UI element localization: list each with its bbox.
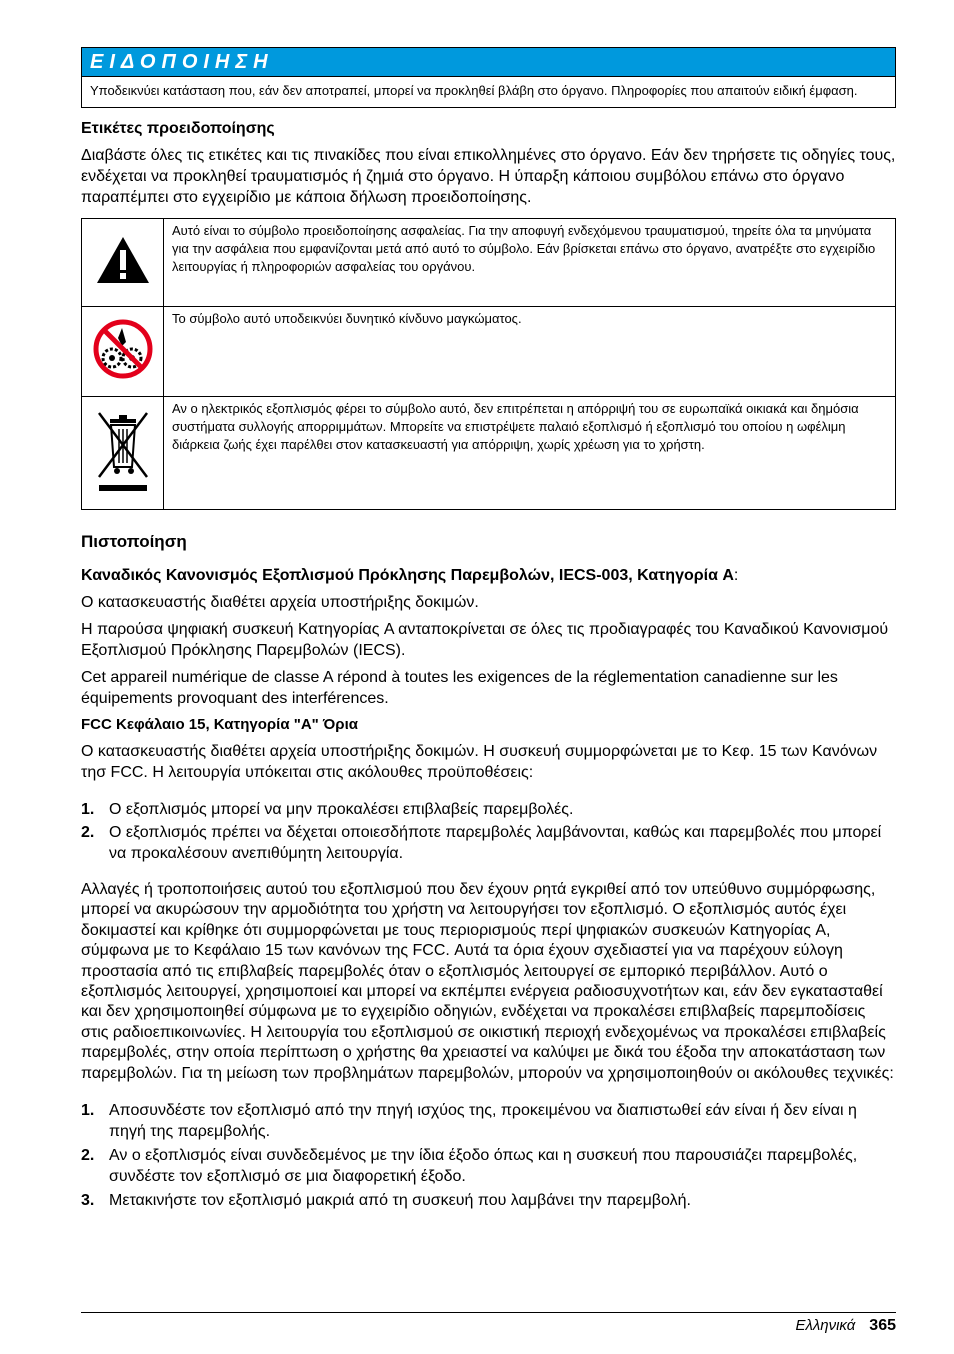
symbol-row (82, 307, 896, 397)
notice-box (81, 47, 896, 108)
notice-title: ΕΙΔΟΠΟΙΗΣΗ (82, 48, 895, 77)
list-item (81, 1145, 896, 1187)
list-item (81, 799, 896, 820)
warning-triangle-icon (95, 235, 151, 285)
pinch-hazard-icon (92, 318, 154, 380)
list-item-number: 1. (81, 1102, 95, 1120)
symbol-description: Το σύμβολο αυτό υποδεικνύει δυνητικό κίνδυνο μαγκώματος. (164, 307, 896, 397)
list-item (81, 1100, 896, 1142)
warning-labels-heading: Ετικέτες προειδοποίησης (81, 120, 275, 137)
canada-paragraph-2: Η παρούσα ψηφιακή συσκευή Κατηγορίας A ανταποκρίνεται σε όλες τις προδιαγραφές του Καναδικού Κανονισμού Εξοπλισμού Πρόκλησης Παρεμβολών (IECS). (81, 621, 889, 659)
page-content (81, 47, 896, 1211)
symbol-icon-cell (82, 219, 164, 307)
list-item-text: Μετακινήστε τον εξοπλισμό μακριά από τη συσκευή που λαμβάνει την παρεμβολή. (109, 1192, 691, 1210)
symbols-table (81, 218, 896, 510)
symbol-row (82, 219, 896, 307)
canada-paragraph-1: Ο κατασκευαστής διαθέτει αρχεία υποστήριξης δοκιμών. (81, 594, 479, 611)
weee-crossed-bin-icon (93, 407, 153, 495)
list-item (81, 1190, 896, 1211)
list-item-number: 1. (81, 801, 95, 818)
canada-regulation-colon: : (733, 567, 739, 584)
canada-regulation-title: Καναδικός Κανονισμός Εξοπλισμού Πρόκλησης Παρεμβολών, IECS-003, Κατηγορία A (81, 567, 734, 584)
fcc-heading: FCC Κεφάλαιο 15, Κατηγορία "A" Όρια (81, 716, 358, 733)
list-item-text: Αποσυνδέστε τον εξοπλισμό από την πηγή ισχύος της, προκειμένου να διαπιστωθεί εάν είναι ή δεν είναι η πηγή της παρεμβολής. (109, 1102, 857, 1141)
symbol-icon-cell (82, 307, 164, 397)
symbol-icon-cell (82, 397, 164, 510)
symbol-description: Αυτό είναι το σύμβολο προειδοποίησης ασφαλείας. Για την αποφυγή ενδεχόμενου τραυματισμού, τηρείτε όλα τα μηνύματα για την ασφάλεια που εμφανίζονται μετά από αυτό το σύμβολο. Εάν βρίσκεται επάνω στο όργανο, ανατρέξτε στο εγχειρίδιο λειτουργίας ή πληροφοριών ασφαλείας του οργάνου. (164, 219, 896, 307)
list-item-text: Ο εξοπλισμός πρέπει να δέχεται οποιεσδήποτε παρεμβολές λαμβάνονται, καθώς και παρεμβολές που μπορεί να προκαλέσουν ανεπιθύμητη λειτουργία. (109, 824, 882, 862)
warning-labels-intro: Διαβάστε όλες τις ετικέτες και τις πινακίδες που είναι επικολλημένες στο όργανο. Εάν δεν τηρήσετε τις οδηγίες τους, ενδέχεται να προκληθεί τραυματισμός ή ζημιά στο όργανο. Η ύπαρξη κάποιου συμβόλου επάνω στο όργανο παραπέμπει στο εγχειρίδιο με κάποια δήλωση προειδοποίησης. (81, 147, 896, 206)
list-item-number: 3. (81, 1192, 95, 1210)
page-footer (81, 1312, 896, 1336)
list-item (81, 822, 896, 864)
interference-fix-list (81, 1100, 896, 1211)
canada-regulation-heading (81, 565, 896, 586)
symbol-row (82, 397, 896, 510)
page-number: 365 (869, 1317, 896, 1334)
notice-text: Υποδεικνύει κατάσταση που, εάν δεν αποτραπεί, μπορεί να προκληθεί βλάβη στο όργανο. Πληροφορίες που απαιτούν ειδική έμφαση. (90, 83, 858, 98)
list-item-text: Ο εξοπλισμός μπορεί να μην προκαλέσει επιβλαβείς παρεμβολές. (109, 801, 574, 818)
list-item-number: 2. (81, 1147, 95, 1165)
fcc-paragraph-2: Αλλαγές ή τροποποιήσεις αυτού του εξοπλισμού που δεν έχουν ρητά εγκριθεί από τον υπεύθυνο συμμόρφωσης, μπορεί να ακυρώσουν την αρμοδιότητα του χρήστη να λειτουργήσει τον εξοπλισμό. Ο εξοπλισμός αυτός έχει δοκιμαστεί και κρίθηκε ότι συμμορφώνεται με τους περιορισμούς περί ψηφιακών συσκευών Κατηγορίας A, σύμφωνα με το Κεφάλαιο 15 των κανόνων της FCC. Αυτά τα όρια έχουν σχεδιαστεί για να παρέχουν εύλογη προστασία από τις επιβλαβείς παρεμβολές όταν ο εξοπλισμός λειτουργεί σε εμπορικό περιβάλλον. Αυτό ο εξοπλισμός λειτουργεί, χρησιμοποιεί και μπορεί να εκπέμπει ενέργεια ραδιοσυχνοτήτων και, εάν δεν εγκατασταθεί και δεν χρησιμοποιηθεί σύμφωνα με το εγχειρίδιο οδηγιών, ενδέχεται να προκαλέσει επιβλαβείς παρεμποδίσεις στις ραδιοεπικοινωνίες. Η λειτουργία του εξοπλισμού σε οικιστική περιοχή ενδεχομένως να προκαλέσει επιβλαβείς παρεμβολές, στην οποία περίπτωση ο χρήστης θα χρειαστεί να καλύψει με δικά του έξοδα την αποκατάσταση των παρεμβολών. Για τη μείωση των προβλημάτων παρεμβολών, μπορούν να χρησιμοποιηθούν οι ακόλουθες τεχνικές: (81, 881, 894, 1082)
footer-language: Ελληνικά (795, 1317, 856, 1334)
fcc-conditions-list (81, 799, 896, 864)
symbol-description: Αν ο ηλεκτρικός εξοπλισμός φέρει το σύμβολο αυτό, δεν επιτρέπεται η απόρριψή του σε ευρωπαϊκά οικιακά και δημόσια συστήματα συλλογής απορριμμάτων. Μπορείτε να επιστρέψετε παλαιό εξοπλισμό ή εξοπλισμό του οποίου η ωφέλιμη διάρκεια ζωής έχει παρέλθει στον κατασκευαστή για απόρριψη, χωρίς χρέωση για το χρήστη. (164, 397, 896, 510)
certification-heading: Πιστοποίηση (81, 532, 187, 551)
fcc-paragraph-1: Ο κατασκευαστής διαθέτει αρχεία υποστήριξης δοκιμών. Η συσκευή συμμορφώνεται με το Κεφ. 15 των Κανόνων τησ FCC. Η λειτουργία υπόκειται στις ακόλουθες προϋποθέσεις: (81, 743, 878, 781)
canada-paragraph-3: Cet appareil numérique de classe A répond à toutes les exigences de la réglementation canadienne sur les équipements provoquant des interférences. (81, 669, 838, 707)
list-item-text: Αν ο εξοπλισμός είναι συνδεδεμένος με την ίδια έξοδο όπως και η συσκευή που παρουσιάζει παρεμβολές, συνδέστε τον εξοπλισμό σε μια διαφορετική έξοδο. (109, 1147, 858, 1186)
list-item-number: 2. (81, 824, 95, 841)
